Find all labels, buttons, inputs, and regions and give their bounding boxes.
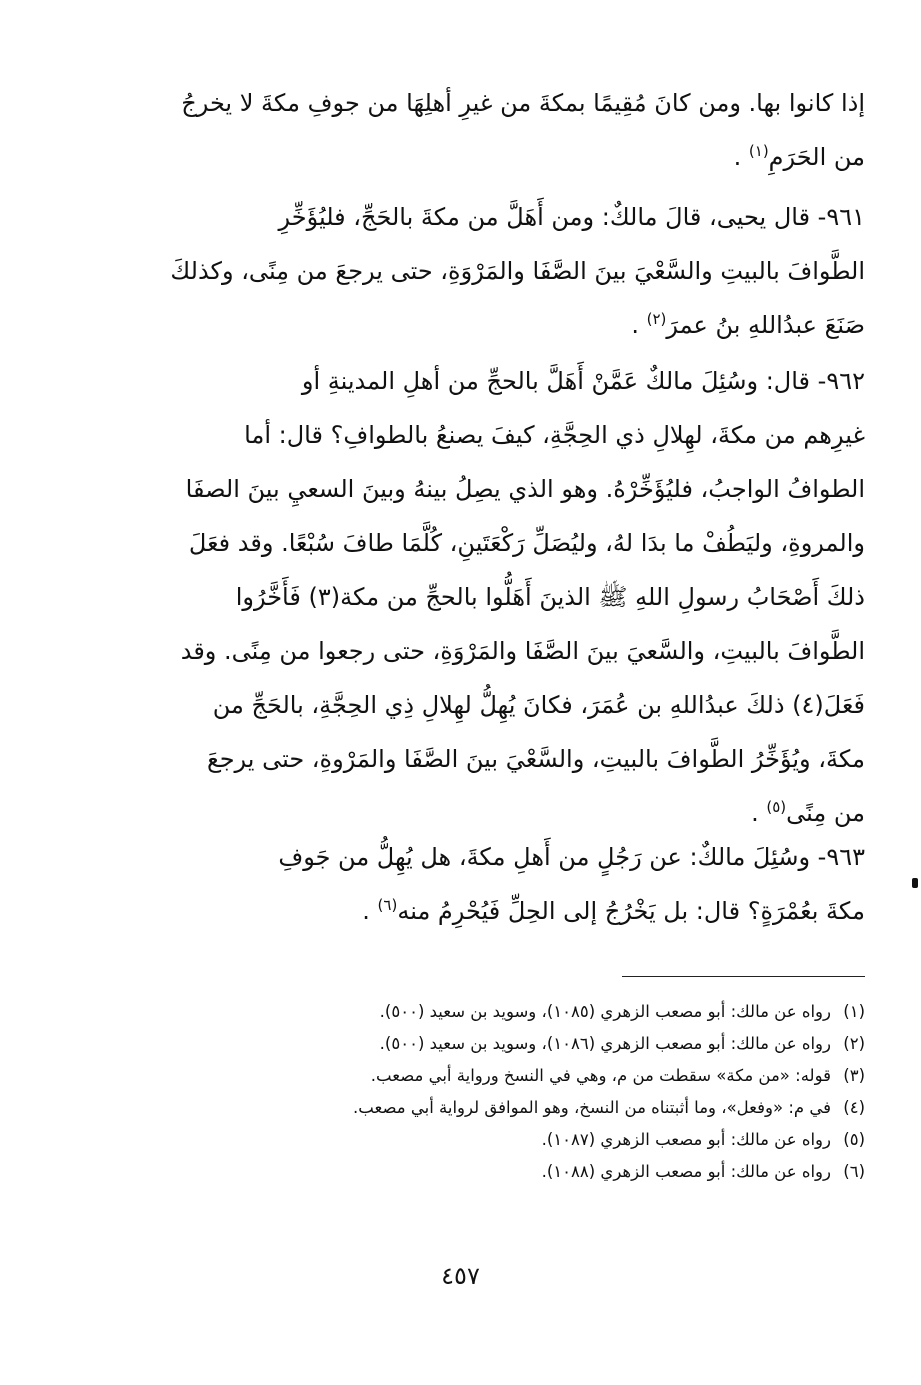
- text-line: من الحَرَمِ: [768, 143, 865, 171]
- page-number: ٤٥٧: [441, 1262, 480, 1290]
- text-line: إذا كانوا بها. ومن كانَ مُقِيمًا بمكةَ من غيرِ أهلِهَا من جوفِ مكةَ لا يخرجُ: [181, 89, 865, 117]
- footnote-item: [225, 1060, 865, 1092]
- footnote-number: (٢): [843, 1034, 865, 1053]
- footnote-item: [225, 1156, 865, 1188]
- text-line: من مِنًى: [786, 799, 865, 827]
- footnotes: [225, 996, 865, 1188]
- footnote-text: رواه عن مالك: أبو مصعب الزهري (١٠٨٧).: [541, 1130, 831, 1149]
- footnote-text: في م: «وفعل»، وما أثبتناه من النسخ، وهو الموافق لرواية أبي مصعب.: [353, 1098, 831, 1117]
- footnote-item: [225, 1028, 865, 1060]
- paragraph-961: [145, 190, 865, 352]
- line-end: .: [733, 143, 749, 171]
- footnote-number: (٥): [843, 1130, 865, 1149]
- text-line: الطَّوافَ بالبيتِ، والسَّعيَ بينَ الصَّفَا والمَرْوَةِ، حتى رجعوا من مِنًى. وقد: [180, 637, 865, 665]
- footnote-text: قوله: «من مكة» سقطت من م، وهي في النسخ ورواية أبي مصعب.: [370, 1066, 831, 1085]
- footnote-item: [225, 1124, 865, 1156]
- footnote-item: [225, 1092, 865, 1124]
- line-end: .: [631, 311, 647, 339]
- line-end: .: [362, 897, 378, 925]
- text-line: ٩٦٣- وسُئِلَ مالكٌ: عن رَجُلٍ من أَهلِ مكةَ، هل يُهِلُّ من جَوفِ: [278, 843, 865, 871]
- text-line: ذلكَ أَصْحَابُ رسولِ اللهِ ﷺ الذينَ أَهَلُّوا بالحجِّ من مكة(٣) فَأَخَّرُوا: [235, 583, 865, 611]
- paragraph-continuation: [145, 76, 865, 184]
- footnote-text: رواه عن مالك: أبو مصعب الزهري (١٠٨٨).: [541, 1162, 831, 1181]
- footnote-number: (٣): [843, 1066, 865, 1085]
- text-line: فَعَلَ(٤) ذلكَ عبدُاللهِ بن عُمَرَ، فكانَ يُهِلُّ لهِلالِ ذِي الحِجَّةِ، بالحَجِّ من: [212, 691, 865, 719]
- footnote-number: (٦): [843, 1162, 865, 1181]
- text-line: صَنَعَ عبدُاللهِ بنُ عمرَ: [666, 311, 865, 339]
- footnote-ref: (٢): [646, 310, 667, 328]
- text-line: والمروةِ، وليَطُفْ ما بدَا لهُ، وليُصَلِّ رَكْعَتَينِ، كُلَّمَا طافَ سُبْعًا. وقد فعَلَ: [188, 529, 865, 557]
- footnote-number: (١): [843, 1002, 865, 1021]
- margin-mark: [912, 878, 918, 888]
- line-end: .: [751, 799, 767, 827]
- text-line: غيرِهم من مكةَ، لهِلالِ ذي الحِجَّةِ، كيفَ يصنعُ بالطوافِ؟ قال: أما: [244, 421, 865, 449]
- text-line: مكةَ بعُمْرَةٍ؟ قال: بل يَخْرُجُ إلى الحِلِّ فَيُحْرِمُ منه: [397, 897, 865, 925]
- footnote-separator: [622, 976, 865, 977]
- text-line: الطَّوافَ بالبيتِ والسَّعْيَ بينَ الصَّفَا والمَرْوَةِ، حتى يرجعَ من مِنًى، وكذلكَ: [170, 257, 865, 285]
- footnote-ref: (٥): [766, 798, 787, 816]
- text-line: ٩٦١- قال يحيى، قالَ مالكٌ: ومن أَهَلَّ من مكةَ بالحَجِّ، فليُؤَخِّرِ: [278, 203, 865, 231]
- text-line: الطوافُ الواجبُ، فليُؤَخِّرْهُ. وهو الذي يصِلُ بينهُ وبينَ السعيِ بينَ الصفَا: [185, 475, 865, 503]
- paragraph-963: [145, 830, 865, 938]
- footnote-ref: (١): [748, 142, 769, 160]
- footnote-text: رواه عن مالك: أبو مصعب الزهري (١٠٨٥)، وسويد بن سعيد (٥٠٠).: [379, 1002, 831, 1021]
- footnote-number: (٤): [843, 1098, 865, 1117]
- text-line: مكةَ، ويُؤَخِّرُ الطَّوافَ بالبيتِ، والسَّعْيَ بينَ الصَّفَا والمَرْوةِ، حتى يرجعَ: [206, 745, 865, 773]
- footnote-ref: (٦): [377, 896, 398, 914]
- text-line: ٩٦٢- قال: وسُئِلَ مالكٌ عَمَّنْ أَهَلَّ بالحجِّ من أهلِ المدينةِ أو: [301, 367, 865, 395]
- footnote-item: [225, 996, 865, 1028]
- paragraph-962: [145, 354, 865, 840]
- footnote-text: رواه عن مالك: أبو مصعب الزهري (١٠٨٦)، وسويد بن سعيد (٥٠٠).: [379, 1034, 831, 1053]
